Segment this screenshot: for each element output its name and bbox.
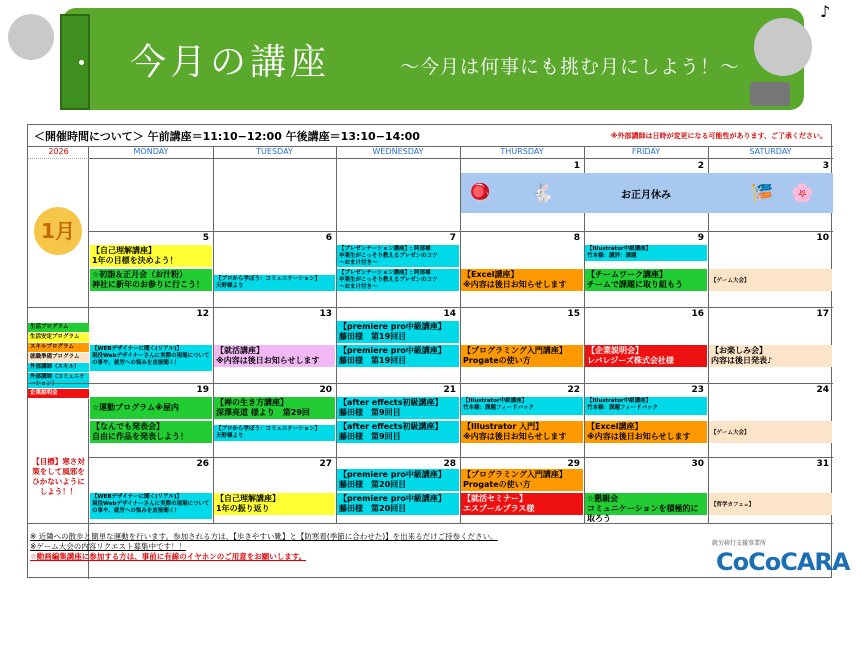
event-social-gathering[interactable]: ☆懇親会 コミュニケーションを積極的に取ろう	[585, 493, 707, 515]
event-company-briefing[interactable]: 【企業説明会】 レバレジーズ株式会社様	[585, 345, 707, 367]
holiday-label: お正月休み	[621, 190, 671, 201]
date-jan-3: 3	[822, 161, 829, 171]
date-jan-17: 17	[816, 309, 829, 319]
day-monday: MONDAY	[89, 147, 213, 159]
event-job-seminar[interactable]: 【就活セミナー】 エスプールプラス様	[461, 493, 583, 515]
date-jan-7: 7	[449, 233, 456, 243]
seasonal-goal: 【目標】寒さ対策をして風邪をひかないようにしよう！！	[32, 457, 85, 496]
date-jan-21: 21	[443, 385, 456, 395]
event-after-effects-a[interactable]: 【after effects初級講座】 藤田様 第9回目	[337, 397, 459, 419]
date-jan-28: 28	[443, 459, 456, 469]
event-illustrator-intro[interactable]: 【Illustrator 入門】 ※内容は後日お知らせします	[461, 421, 583, 443]
page-subtitle: ～今月は何事にも挑む月にしよう！～	[400, 56, 741, 78]
date-jan-12: 12	[196, 309, 209, 319]
row-line	[28, 523, 833, 524]
legend-external-communication: 外部講師（コミュニケーション）	[28, 373, 89, 389]
event-game-2[interactable]: 【ゲーム大会】	[709, 421, 832, 443]
legend-life: 生活プログラム	[28, 323, 89, 333]
date-jan-27: 27	[319, 459, 332, 469]
event-presentation-pm[interactable]: 【プレゼンテーション講座】: 阿部様 卒業生がこっそり教えるプレゼンのコツ ～おまけ付き～	[337, 269, 459, 291]
date-jan-29: 29	[567, 459, 580, 469]
january-badge: 1月	[34, 207, 82, 255]
event-job-hunting[interactable]: 【就活講座】 ※内容は後日お知らせします	[214, 345, 335, 367]
date-jan-1: 1	[573, 161, 580, 171]
event-teamwork[interactable]: 【チームワーク講座】 チームで課題に取り組もう	[585, 269, 707, 291]
legend-life-stability: 生活安定プログラム	[28, 333, 89, 343]
legend-skill: スキルプログラム	[28, 343, 89, 353]
carp-icon: 🎏	[751, 183, 774, 204]
side-column	[28, 147, 89, 579]
date-jan-22: 22	[567, 385, 580, 395]
event-programming-intro[interactable]: 【プログラミング入門講座】 Progateの使い方	[461, 345, 583, 367]
hours-text: ＜開催時間について＞ 午前講座＝11:10−12:00 午後講座＝13:10−14:00	[34, 130, 420, 143]
day-friday: FRIDAY	[584, 147, 708, 159]
event-premiere-20a[interactable]: 【premiere pro中級講座】 藤田様 第20回目	[337, 469, 459, 491]
hours-header	[28, 125, 833, 147]
event-excel[interactable]: 【Excel講座】 ※内容は後日お知らせします	[461, 269, 583, 291]
row-line	[28, 307, 833, 308]
event-after-effects-b[interactable]: 【after effects初級講座】 藤田様 第9回目	[337, 421, 459, 443]
date-jan-9: 9	[697, 233, 704, 243]
day-tuesday: TUESDAY	[213, 147, 336, 159]
event-presentation-am[interactable]: 【プレゼンテーション講座】: 阿部様 卒業生がこっそり教えるプレゼンのコツ ～おまけ付き～	[337, 245, 459, 267]
event-illustrator-feedback-a[interactable]: 【Illustrator中級講座】 竹本様：課題フィードバック	[461, 397, 583, 415]
date-jan-2: 2	[697, 161, 704, 171]
footer-note-earphones: ☆動画編集講座に参加する方は、事前に有線のイヤホンのご用意をお願いします。	[30, 552, 307, 561]
top-toy-icon: 🪀	[469, 183, 492, 204]
door-illustration	[60, 14, 90, 110]
new-year-holiday-block	[461, 173, 833, 213]
date-jan-31: 31	[816, 459, 829, 469]
row-line	[89, 231, 833, 232]
event-philosophy-cafe[interactable]: 【哲学カフェ☕】	[709, 493, 832, 515]
day-saturday: SATURDAY	[708, 147, 833, 159]
plum-blossom-icon: 🌸	[791, 183, 814, 204]
event-self-understanding[interactable]: 【自己理解講座】 1年の目標を決めよう！	[90, 245, 212, 267]
date-jan-5: 5	[202, 233, 209, 243]
rabbit-icon: 🐇	[531, 183, 554, 204]
external-teacher-warning: ※外部講師は日時が変更になる可能性があります、ご了承ください。	[610, 132, 827, 140]
date-jan-30: 30	[691, 459, 704, 469]
date-jan-23: 23	[691, 385, 704, 395]
row-line	[28, 383, 833, 384]
date-jan-10: 10	[816, 233, 829, 243]
event-zen[interactable]: 【禅の生き方講座】 深澤亮道 様より 第29回	[214, 397, 335, 419]
date-jan-15: 15	[567, 309, 580, 319]
event-web-designer[interactable]: 【WEBデザイナーに聞く(リアル)】 現役Webデザイナーさんに実際の現場についての事や、就労への悩みを直接聞く！	[90, 345, 212, 371]
event-self-review[interactable]: 【自己理解講座】 1年の振り返り	[214, 493, 335, 515]
event-game[interactable]: 【ゲーム大会】	[709, 269, 832, 291]
date-jan-19: 19	[196, 385, 209, 395]
footer-notes	[30, 532, 498, 562]
date-jan-14: 14	[443, 309, 456, 319]
footer-note-game: ※ゲーム大会の内容リクエスト募集中です！！	[30, 542, 186, 551]
legend-company-briefing: 企業説明会	[28, 389, 89, 399]
date-jan-24: 24	[816, 385, 829, 395]
date-jan-8: 8	[573, 233, 580, 243]
event-illustrator-review[interactable]: 【Illustrator中級講座】 竹本様：講評：課題	[585, 245, 707, 261]
event-illustrator-feedback-b[interactable]: 【Illustrator中級講座】 竹本様：課題フィードバック	[585, 397, 707, 415]
date-jan-20: 20	[319, 385, 332, 395]
logo-tagline: 就労移行支援事業所	[712, 540, 767, 547]
row-line	[89, 457, 833, 458]
year-label: 2026	[28, 147, 89, 159]
calendar	[27, 124, 832, 578]
event-presentation-day[interactable]: 【なんでも発表会】 自由に作品を発表しよう！	[90, 421, 212, 443]
event-excel-2[interactable]: 【Excel講座】 ※内容は後日お知らせします	[585, 421, 707, 443]
event-hatsumode[interactable]: ☆初詣＆正月会（お汁粉） 神社に新年のお参りに行こう！	[90, 269, 212, 291]
event-premiere-19a[interactable]: 【premiere pro中級講座】 藤田様 第19回目	[337, 321, 459, 343]
event-exercise[interactable]: ☆運動プログラム※屋内	[90, 397, 212, 419]
music-note-icon: ♪	[820, 2, 831, 21]
koala-left-illustration	[8, 14, 54, 60]
page-title: 今月の講座	[130, 42, 331, 83]
event-communication-pro[interactable]: 【プロから学ぼう：コミュニケーション】 天野様より	[214, 275, 335, 291]
date-jan-13: 13	[319, 309, 332, 319]
event-web-designer-2[interactable]: 【WEBデザイナーに聞く(リアル)】 現役Webデザイナーさんに実際の現場についての事や、就労への悩みを直接聞く！	[90, 493, 212, 519]
laptop-illustration	[750, 82, 790, 106]
day-thursday: THURSDAY	[460, 147, 584, 159]
legend-external-skill: 外部講師（スキル）	[28, 363, 89, 373]
event-premiere-19b[interactable]: 【premiere pro中級講座】 藤田様 第19回目	[337, 345, 459, 367]
event-fun-party[interactable]: 【お楽しみ会】 内容は後日発表♪	[709, 345, 832, 367]
event-programming-intro-2[interactable]: 【プログラミング入門講座】 Progateの使い方	[461, 469, 583, 491]
event-communication-pro-2[interactable]: 【プロから学ぼう：コミュニケーション】 天野様より	[214, 425, 335, 441]
day-wednesday: WEDNESDAY	[336, 147, 460, 159]
date-jan-16: 16	[691, 309, 704, 319]
event-premiere-20b[interactable]: 【premiere pro中級講座】 藤田様 第20回目	[337, 493, 459, 515]
date-jan-6: 6	[325, 233, 332, 243]
date-jan-26: 26	[196, 459, 209, 469]
cococara-logo: CoCoCARA	[716, 548, 850, 576]
footer-note-walk: ※ 近隣への散歩と簡単な運動を行います。参加される方は、【歩きやすい靴】と【防寒着(季節に合わせた)】を出来るだけご持参ください。	[30, 532, 498, 541]
koala-right-illustration	[754, 18, 812, 76]
legend-job-prep: 就職準備プログラム	[28, 353, 89, 363]
